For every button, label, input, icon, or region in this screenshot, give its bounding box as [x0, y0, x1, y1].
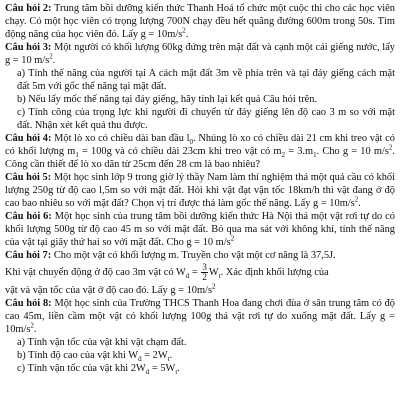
- question-3-body: Một người có khối lượng 60kg đứng trên mặt đất và cạnh một cái giếng nước, lấy g = 10 m/s: [5, 42, 395, 66]
- question-7: [5, 249, 395, 297]
- subscript: t: [167, 355, 170, 364]
- punctuation: .: [169, 350, 173, 361]
- question-5-text: [5, 171, 395, 210]
- question-5-body: Một học sinh lớp 9 trong giờ lý thầy Nam làm thí nghiệm thả một quả cầu có khối lượng 250g từ độ cao l,5m so với mặt đất. Hỏi khi vật đạt vận tốc 18km/h thì vật đang ở độ cao bao nhiêu so với mặt đất? Chọn vị trí được thả làm gốc thế năng. Lấy g = 10m/s: [5, 172, 395, 209]
- subscript: d: [145, 368, 150, 377]
- subscript: 2: [281, 151, 286, 160]
- punctuation: .: [177, 363, 180, 374]
- question-7-body: Cho một vật có khối lượng m. Truyền cho vật một cơ năng là 37,5J.: [53, 250, 336, 261]
- question-2: [5, 2, 395, 41]
- fraction-denominator: 2: [202, 272, 207, 283]
- question-4-body: = 3.m: [285, 146, 314, 157]
- subscript: 1: [313, 151, 317, 160]
- punctuation: .: [358, 198, 361, 209]
- question-4-body: . Nhúng lò xo có chiều dài 21 cm khi treo vật có có khối lượng m: [5, 133, 395, 157]
- question-5: [5, 171, 395, 210]
- question-8-item-b-text: b) Tính độ cao của vật khi W: [17, 350, 139, 361]
- question-6-label: Câu hỏi 6:: [5, 211, 52, 222]
- punctuation: .: [33, 324, 37, 335]
- subscript: d: [185, 272, 190, 281]
- subscript: 1: [75, 151, 79, 160]
- question-7-body: W: [208, 267, 219, 278]
- question-3-item-c: c) Tính công của trọng lực khi người đi chuyển từ đáy giếng lên độ cao 3 m so với mặt đất. Nhận xét kết quả thu được.: [17, 107, 395, 131]
- question-6-body: Một học sinh của trung tâm bồi dưỡng kiến thức Hà Nội thả một vật rơi tự do có khối lượng 500g từ độ cao 45 m so với mặt đất. Bỏ qua ma sát với không khí, tính thế năng của vật tại giây thứ hai so với mặt đất. Cho g = 10 m/s: [5, 211, 395, 248]
- question-6: [5, 210, 395, 249]
- question-8-item-b-text: = 2W: [141, 350, 168, 361]
- superscript: 2: [388, 143, 393, 152]
- superscript: 2: [49, 52, 53, 61]
- superscript: 2: [230, 234, 235, 243]
- question-2-body: Trung tâm bồi dưỡng kiến thức Thanh Hoá tổ chức một cuộc thi cho các học viên chạy. Có một học viên có trọng lượng 700N chạy đều hết quãng đường 600m trong 50s. Tìm động năng của học viên đó. Lấy g = 10m/s: [5, 3, 395, 40]
- superscript: 2: [354, 195, 359, 204]
- question-8-text: [5, 297, 395, 336]
- subscript: 0: [189, 138, 194, 147]
- question-7-line-2: [5, 262, 395, 284]
- question-4-body: . Công cần thiết để lò xo dãn từ 25cm đến 28 cm là bao nhiêu?: [5, 146, 395, 170]
- fraction-numerator: 3: [202, 262, 207, 273]
- question-8-item-c: [5, 362, 395, 375]
- question-8-item-c-text: = 5W: [149, 363, 176, 374]
- question-8-item-b: [5, 349, 395, 362]
- question-8-item-a: a) Tính vận tốc của vật khi vật chạm đất.: [17, 337, 187, 348]
- question-7-line-3: [5, 284, 395, 297]
- question-4-body: Một lò xo có chiều dài ban đầu l: [54, 133, 190, 144]
- punctuation: .: [185, 29, 189, 40]
- question-8-item-c-text: c) Tính vận tốc của vật khi 2W: [17, 363, 146, 374]
- superscript: 2: [30, 321, 34, 330]
- question-7-body: . Xác định khối lượng của: [220, 267, 329, 278]
- question-8-label: Câu hỏi 8:: [5, 298, 52, 309]
- punctuation: .: [52, 55, 56, 66]
- fraction: [201, 263, 208, 282]
- question-4: [5, 132, 395, 171]
- question-6-text: [5, 210, 395, 249]
- question-8-body: Một học sinh của Trường THCS Thanh Hoa đang chơi đùa ở sân trung tâm có độ cao 45m, liền cầm một vật có khối lượng 100g thả vật rơi tự do xuống mặt đất. Lấy g = 10m/s: [5, 298, 395, 335]
- question-3: [5, 41, 395, 132]
- subscript: t: [175, 368, 178, 377]
- question-4-text: [5, 132, 395, 171]
- question-5-label: Câu hỏi 5:: [5, 172, 52, 183]
- question-2-label: Câu hỏi 2:: [5, 3, 52, 14]
- question-2-text: [5, 2, 395, 41]
- question-4-body: = 100g và có chiều dài 23cm khi treo vật có m: [78, 146, 282, 157]
- question-3-text: [5, 41, 395, 67]
- question-7-line-1: [5, 249, 395, 262]
- subscript: t: [218, 272, 221, 281]
- question-3-item-b: b) Nếu lấy mốc thế năng tại đáy giếng, hãy tính lại kết quả Câu hỏi trên.: [17, 94, 318, 105]
- question-3-item-a: a) Tính thế năng của người tại A cách mặt đất 3m về phía trên và tại đáy giếng cách mặt đất 5m với gốc thế năng tại mặt đất.: [17, 68, 395, 92]
- question-4-body: . Cho g = 10 m/s: [316, 146, 389, 157]
- question-3-label: Câu hỏi 3:: [5, 42, 52, 53]
- superscript: 2: [212, 282, 216, 291]
- question-7-body: =: [189, 267, 201, 278]
- question-4-label: Câu hỏi 4:: [5, 133, 52, 144]
- question-8: [5, 297, 395, 375]
- question-7-body: Khi vật chuyển động ở độ cao 3m vật có W: [5, 267, 186, 278]
- superscript: 2: [182, 26, 186, 35]
- question-7-label: Câu hỏi 7:: [5, 250, 52, 261]
- subscript: d: [138, 355, 142, 364]
- question-7-body: vật và vận tốc của vật ở độ cao đó. Lấy g = 10m/s: [5, 285, 212, 296]
